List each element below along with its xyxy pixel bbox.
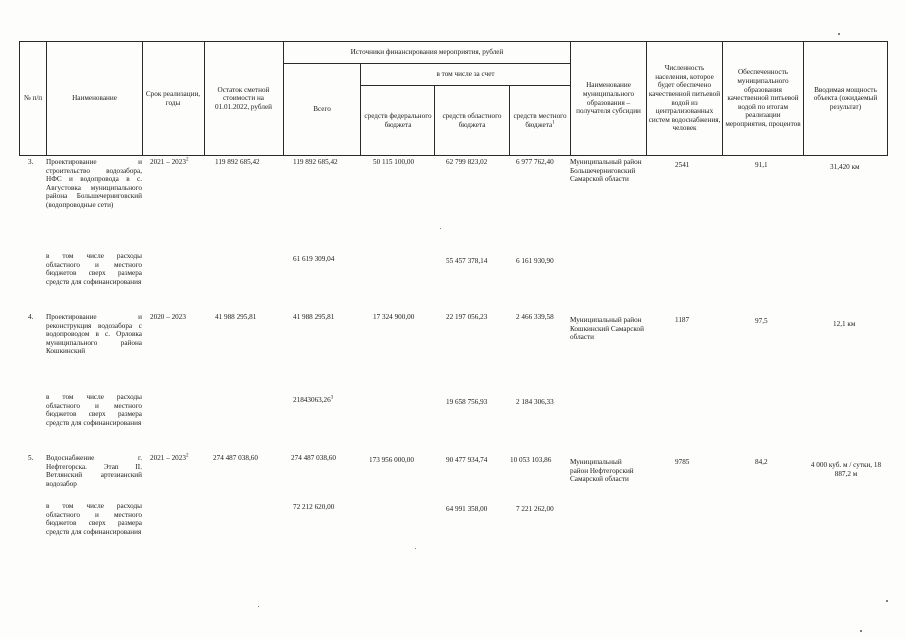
header-population: Численность населения, которое будет обеспечено качественной питьевой водой из централизованных систем водоснабжения, человек: [648, 64, 721, 133]
row-municipality: Муниципальный район Большечерниговский Самарской области: [570, 158, 642, 184]
footnote-mark: 2: [185, 453, 189, 459]
scan-speck: [258, 606, 259, 607]
row-period: [150, 313, 204, 322]
header-sources-title: Источники финансирования мероприятия, рублей: [350, 48, 504, 57]
row-period: [150, 454, 204, 463]
header-capacity: Вводимая мощность объекта (ожидаемый результат): [813, 85, 878, 111]
header-including: в том числе за счет: [436, 70, 495, 79]
row-regional: 22 197 056,23: [446, 313, 488, 321]
row-provision: 91,1: [755, 161, 768, 169]
scan-speck: [415, 548, 416, 549]
subrow-total: [293, 503, 334, 512]
subrow-total: [293, 255, 334, 264]
row-local: 10 053 103,86: [510, 456, 552, 464]
scan-speck: [886, 600, 888, 602]
row-period-value: 2021 – 2023: [150, 158, 186, 166]
header-federal: средств федерального бюджета: [364, 111, 432, 129]
footnote-mark: 3: [330, 395, 334, 401]
col-border-7: [509, 85, 510, 156]
row-balance: 41 988 295,81: [215, 313, 257, 321]
header-regional: средств областного бюджета: [442, 111, 502, 129]
row-capacity: 31,420 км: [830, 163, 860, 171]
row-federal: 173 956 000,00: [369, 456, 414, 464]
col-border-8: [570, 41, 571, 156]
header-bottom-border: [19, 155, 887, 156]
subrow-name: в том числе расходы областного и местного бюджетов сверх размера средств для софинансирования: [46, 252, 142, 286]
row-balance: 274 487 038,60: [213, 454, 258, 462]
row-num: 3.: [28, 158, 34, 166]
col-border-11: [803, 41, 804, 156]
row-total: 41 988 295,81: [293, 313, 335, 321]
col-border-6: [434, 85, 435, 156]
row-population: 9785: [675, 458, 690, 466]
row-local: 2 466 339,58: [516, 313, 554, 321]
row-local: 6 977 762,40: [516, 158, 554, 166]
subrow-total-value: 21843063,26: [293, 396, 331, 404]
footnote-mark: 1: [552, 120, 555, 126]
scan-speck: [860, 630, 862, 632]
row-provision: 84,2: [755, 458, 768, 466]
row-num: 5.: [28, 454, 34, 462]
subrow-local: 2 184 306,33: [516, 398, 554, 406]
header-municipality: Наименование муниципального образования – получателя субсидии: [576, 81, 641, 116]
row-regional: 90 477 934,74: [446, 456, 488, 464]
col-border-10: [722, 41, 723, 156]
footnote-mark: 2: [185, 157, 189, 163]
row-total: 119 892 685,42: [293, 158, 338, 166]
subrow-local: 7 221 262,00: [516, 505, 554, 513]
row-num: 4.: [28, 313, 34, 321]
row-municipality: Муниципальный район Нефтегорский Самарской области: [570, 458, 634, 484]
row-balance: 119 892 685,42: [215, 158, 260, 166]
subrow-name: в том числе расходы областного и местного бюджетов сверх размера средств для софинансирования: [46, 393, 142, 427]
row-period: [150, 158, 204, 167]
row-period-value: 2020 – 2023: [150, 313, 186, 321]
row-municipality: Муниципальный район Кошкинский Самарской области: [570, 316, 644, 342]
subrow-regional: 19 658 756,93: [446, 398, 488, 406]
row-federal: 50 115 100,00: [373, 158, 415, 166]
header-local: [512, 86, 568, 155]
subrow-regional: 55 457 378,14: [446, 257, 488, 265]
row-capacity: 12,1 км: [833, 320, 856, 328]
row-regional: 62 799 823,02: [446, 158, 488, 166]
subrow-regional: 64 991 358,00: [446, 505, 488, 513]
row-capacity: 4 000 куб. м / сутки, 18 887,2 м: [810, 461, 882, 478]
row-name: Проектирование и строительство водозабора, НФС и водопровода в с. Августовка муниципального района Большечерниговский (водопроводные сети): [46, 158, 142, 209]
header-name: Наименование: [72, 94, 117, 103]
scan-speck: [838, 33, 840, 35]
header-period: Срок реализации, годы: [145, 89, 201, 107]
row-provision: 97,5: [755, 317, 768, 325]
header-num: № п/п: [23, 94, 43, 103]
col-border-3: [204, 41, 205, 156]
row-total: 274 487 038,60: [291, 454, 336, 462]
subrow-local: 6 161 930,90: [516, 257, 554, 265]
subrow-total-value: 61 619 309,04: [293, 255, 335, 263]
header-provision: Обеспеченность муниципального образования качественной питьевой водой по итогам реализации мероприятия, процентов: [725, 68, 801, 128]
row-name: Проектирование и реконструкция водозабора с водопроводом в с. Орловка муниципального района Кошкинский: [46, 313, 142, 356]
subrow-name: в том числе расходы областного и местного бюджетов сверх размера средств для софинансирования: [46, 502, 142, 536]
subrow-total-value: 72 212 620,00: [293, 503, 335, 511]
scan-speck: [440, 228, 441, 229]
header-total: Всего: [313, 105, 331, 114]
col-border-12: [887, 41, 888, 156]
row-period-value: 2021 – 2023: [150, 454, 186, 462]
header-balance: Остаток сметной стоимости на 01.01.2022, рублей: [214, 85, 273, 111]
header-local-label: средств местного бюджета: [513, 111, 567, 129]
col-border-2: [142, 41, 143, 156]
row-name: Водоснабжение г. Нефтегорска. Этап II. Ветлянский артезианский водозабор: [46, 454, 142, 488]
row-federal: 17 324 900,00: [373, 313, 415, 321]
row-population: 2541: [675, 161, 690, 169]
subrow-total: [293, 396, 333, 405]
row-population: 1187: [675, 316, 690, 324]
col-border-9: [646, 41, 647, 156]
